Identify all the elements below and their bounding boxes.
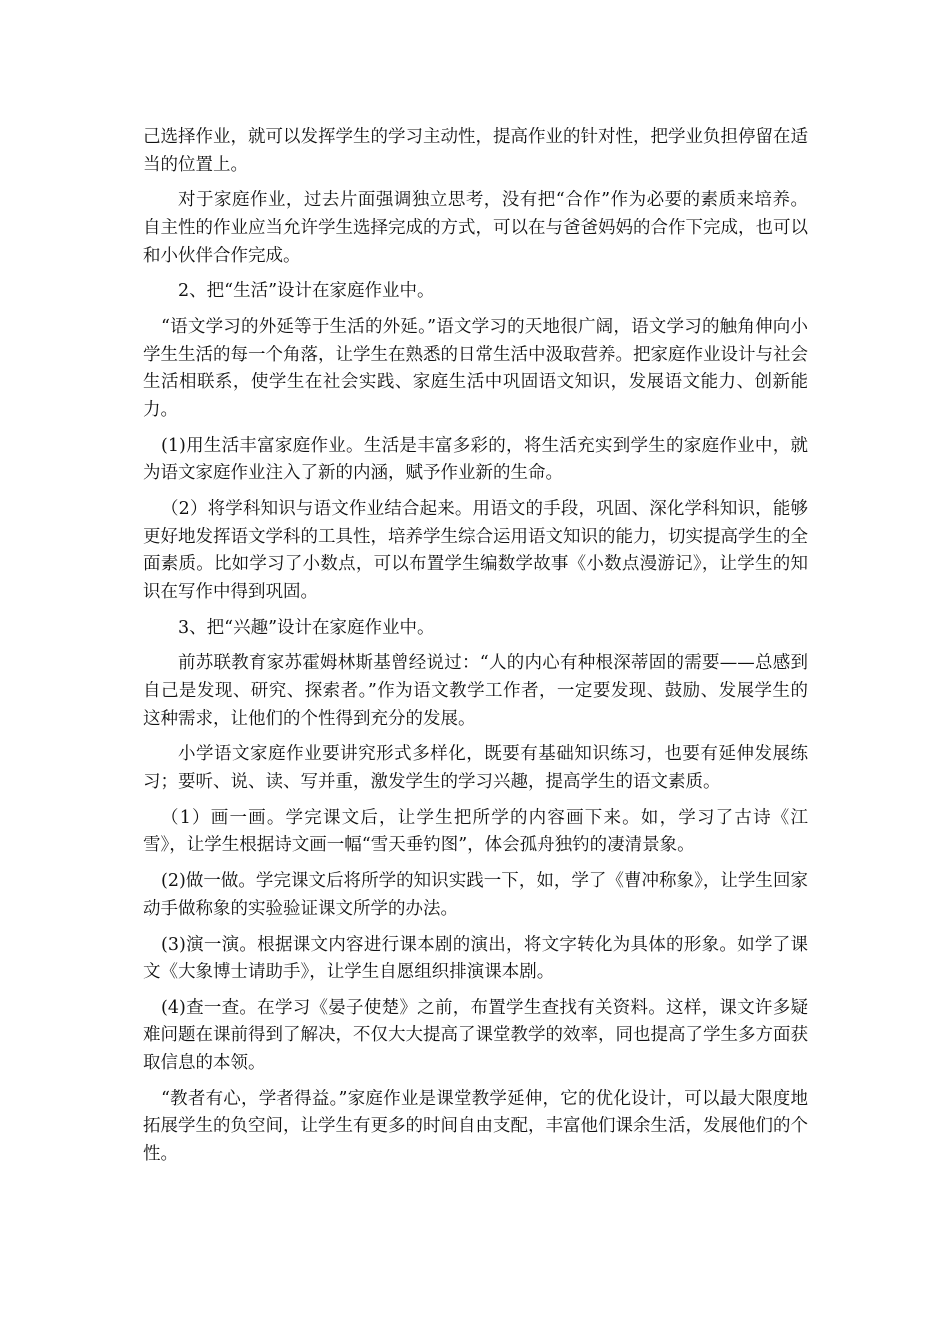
section-heading-life: 2、把“生活”设计在家庭作业中。 (178, 281, 435, 302)
paragraph-item-search: (4)查一查。在学习《晏子使楚》之前，布置学生查找有关资料。这样，课文许多疑难问题在课前得到了解决，不仅大大提高了课堂教学的效率，同也提高了学生多方面获取信息的本领。 (143, 997, 808, 1074)
paragraph-conclusion: “教者有心，学者得益。”家庭作业是课堂教学延伸，它的优化设计，可以最大限度地拓展学生的负空间，让学生有更多的时间自由支配，丰富他们课余生活，发展他们的个性。 (143, 1088, 808, 1165)
paragraph-sukhomlinsky: 前苏联教育家苏霍姆林斯基曾经说过：“人的内心有种根深蒂固的需要——总感到自己是发现、研究、探索者。”作为语文教学工作者，一定要发现、鼓励、发展学生的这种需求，让他们的个性得到充分的发展。 (143, 653, 808, 729)
section-heading-interest: 3、把“兴趣”设计在家庭作业中。 (178, 617, 435, 638)
paragraph-continuation: 己选择作业，就可以发挥学生的学习主动性，提高作业的针对性，把学业负担停留在适当的位置上。 (143, 127, 808, 175)
paragraph-life-quote: “语文学习的外延等于生活的外延。”语文学习的天地很广阔，语文学习的触角伸向小学生生活的每一个角落，让学生在熟悉的日常生活中汲取营养。把家庭作业设计与社会生活相联系，使学生在社会实践、家庭生活中巩固语文知识，发展语文能力、创新能力。 (143, 317, 808, 420)
paragraph-item-draw: （1）画一画。学完课文后，让学生把所学的内容画下来。如，学习了古诗《江雪》，让学生根据诗文画一幅“雪天垂钓图”，体会孤舟独钓的凄清景象。 (143, 807, 808, 856)
paragraph-cooperation: 对于家庭作业，过去片面强调独立思考，没有把“合作”作为必要的素质来培养。自主性的作业应当允许学生选择完成的方式，可以在与爸爸妈妈的合作下完成，也可以和小伙伴合作完成。 (143, 190, 808, 266)
paragraph-variety: 小学语文家庭作业要讲究形式多样化，既要有基础知识练习，也要有延伸发展练习；要听、说、读、写并重，激发学生的学习兴趣，提高学生的语文素质。 (143, 744, 808, 792)
paragraph-item-1-life: (1)用生活丰富家庭作业。生活是丰富多彩的，将生活充实到学生的家庭作业中，就为语文家庭作业注入了新的内涵，赋予作业新的生命。 (143, 435, 808, 484)
paragraph-item-2-subject: （2）将学科知识与语文作业结合起来。用语文的手段，巩固、深化学科知识，能够更好地发挥语文学科的工具性，培养学生综合运用语文知识的能力，切实提高学生的全面素质。比如学习了小数点，可以布置学生编数学故事《小数点漫游记》，让学生的知识在写作中得到巩固。 (143, 499, 808, 602)
document-body (143, 124, 808, 1177)
paragraph-item-act: (3)演一演。根据课文内容进行课本剧的演出，将文字转化为具体的形象。如学了课文《大象博士请助手》，让学生自愿组织排演课本剧。 (143, 934, 808, 983)
paragraph-item-do: (2)做一做。学完课文后将所学的知识实践一下，如，学了《曹冲称象》，让学生回家动手做称象的实验验证课文所学的办法。 (143, 871, 808, 919)
